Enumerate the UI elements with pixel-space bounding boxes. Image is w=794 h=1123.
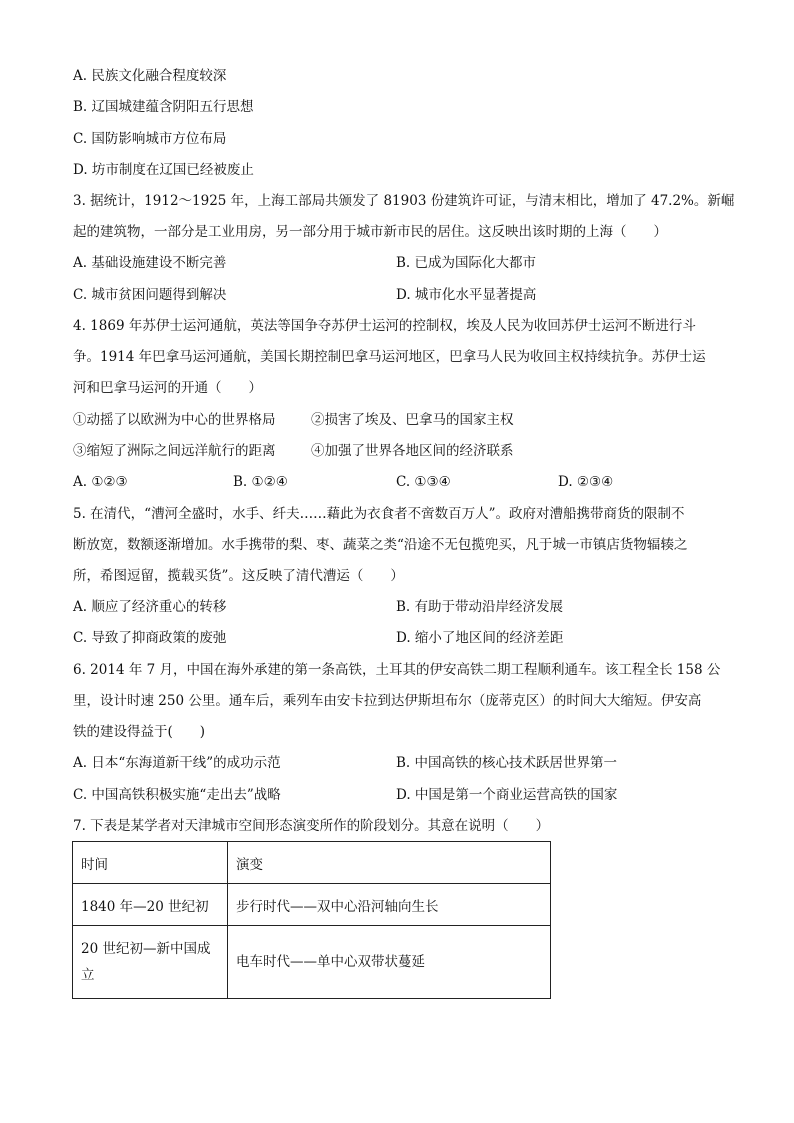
- q3-stem-line1: 3. 据统计，1912～1925 年，上海工部局共颁发了 81903 份建筑许可证，与清末相比，增加了 47.2%。新崛: [73, 193, 735, 209]
- q6-option-a: A. 日本“东海道新干线”的成功示范: [73, 755, 281, 771]
- q4-statement-2: ②损害了埃及、巴拿马的国家主权: [311, 412, 514, 428]
- q4-stem-line1: 4. 1869 年苏伊士运河通航，英法等国争夺苏伊士运河的控制权，埃及人民为收回苏伊士运河不断进行斗: [73, 318, 696, 334]
- q4-option-b: B. ①②④: [233, 474, 288, 490]
- q4-option-a: A. ①②③: [73, 474, 128, 490]
- q5-option-d: D. 缩小了地区间的经济差距: [396, 630, 564, 646]
- q6-stem-line2: 里，设计时速 250 公里。通车后，乘列车由安卡拉到达伊斯坦布尔（庞蒂克区）的时间大大缩短。伊安高: [73, 693, 702, 709]
- q5-option-b: B. 有助于带动沿岸经济发展: [396, 599, 564, 615]
- q2-option-a: A. 民族文化融合程度较深: [73, 68, 227, 84]
- q3-stem-line2: 起的建筑物，一部分是工业用房，另一部分用于城市新市民的居住。这反映出该时期的上海（ ）: [73, 224, 667, 240]
- q4-statement-4: ④加强了世界各地区间的经济联系: [311, 443, 514, 459]
- q7-table: [72, 841, 551, 999]
- table-cell-evolution: 电车时代——单中心双带状蔓延: [228, 926, 551, 999]
- q6-option-c: C. 中国高铁积极实施“走出去”战略: [73, 787, 281, 803]
- q4-option-c: C. ①③④: [396, 474, 451, 490]
- table-header-row: [73, 842, 551, 884]
- q5-stem-line1: 5. 在清代，“漕河全盛时，水手、纤夫……藉此为衣食者不啻数百万人”。政府对漕船携带商货的限制不: [73, 506, 685, 522]
- table-cell-time: 20 世纪初—新中国成立: [73, 926, 228, 999]
- q4-stem-line2: 争。1914 年巴拿马运河通航，美国长期控制巴拿马运河地区，巴拿马人民为收回主权持续抗争。苏伊士运: [73, 349, 706, 365]
- q5-option-c: C. 导致了抑商政策的废弛: [73, 630, 227, 646]
- q4-statement-3: ③缩短了洲际之间远洋航行的距离: [73, 443, 276, 459]
- q7-stem: 7. 下表是某学者对天津城市空间形态演变所作的阶段划分。其意在说明（ ）: [73, 818, 550, 834]
- q4-statement-1: ①动摇了以欧洲为中心的世界格局: [73, 412, 276, 428]
- table-row: [73, 926, 551, 999]
- q4-stem-line3: 河和巴拿马运河的开通（ ）: [73, 380, 262, 396]
- q6-stem-line1: 6. 2014 年 7 月，中国在海外承建的第一条高铁，土耳其的伊安高铁二期工程顺利通车。该工程全长 158 公: [73, 662, 721, 678]
- q3-option-d: D. 城市化水平显著提高: [396, 287, 537, 303]
- table-row: [73, 884, 551, 926]
- table-header-time: 时间: [73, 842, 228, 884]
- q2-option-b: B. 辽国城建蕴含阴阳五行思想: [73, 99, 254, 115]
- table-header-evolution: 演变: [228, 842, 551, 884]
- table-cell-evolution: 步行时代——双中心沿河轴向生长: [228, 884, 551, 926]
- q6-stem-line3: 铁的建设得益于( ): [73, 724, 206, 740]
- q6-option-d: D. 中国是第一个商业运营高铁的国家: [396, 787, 618, 803]
- table-cell-time: 1840 年—20 世纪初: [73, 884, 228, 926]
- q4-option-d: D. ②③④: [558, 474, 614, 490]
- q6-option-b: B. 中国高铁的核心技术跃居世界第一: [396, 755, 618, 771]
- q2-option-c: C. 国防影响城市方位布局: [73, 131, 227, 147]
- q2-option-d: D. 坊市制度在辽国已经被废止: [73, 162, 254, 178]
- q5-stem-line3: 所，希图逗留，揽载买货”。这反映了清代漕运（ ）: [73, 568, 404, 584]
- q3-option-a: A. 基础设施建设不断完善: [73, 255, 227, 271]
- q3-option-b: B. 已成为国际化大都市: [396, 255, 537, 271]
- q3-option-c: C. 城市贫困问题得到解决: [73, 287, 227, 303]
- q5-stem-line2: 断放宽，数额逐渐增加。水手携带的梨、枣、蔬菜之类“沿途不无包揽兜买，凡于城一市镇店货物辐辏之: [73, 537, 688, 553]
- q5-option-a: A. 顺应了经济重心的转移: [73, 599, 227, 615]
